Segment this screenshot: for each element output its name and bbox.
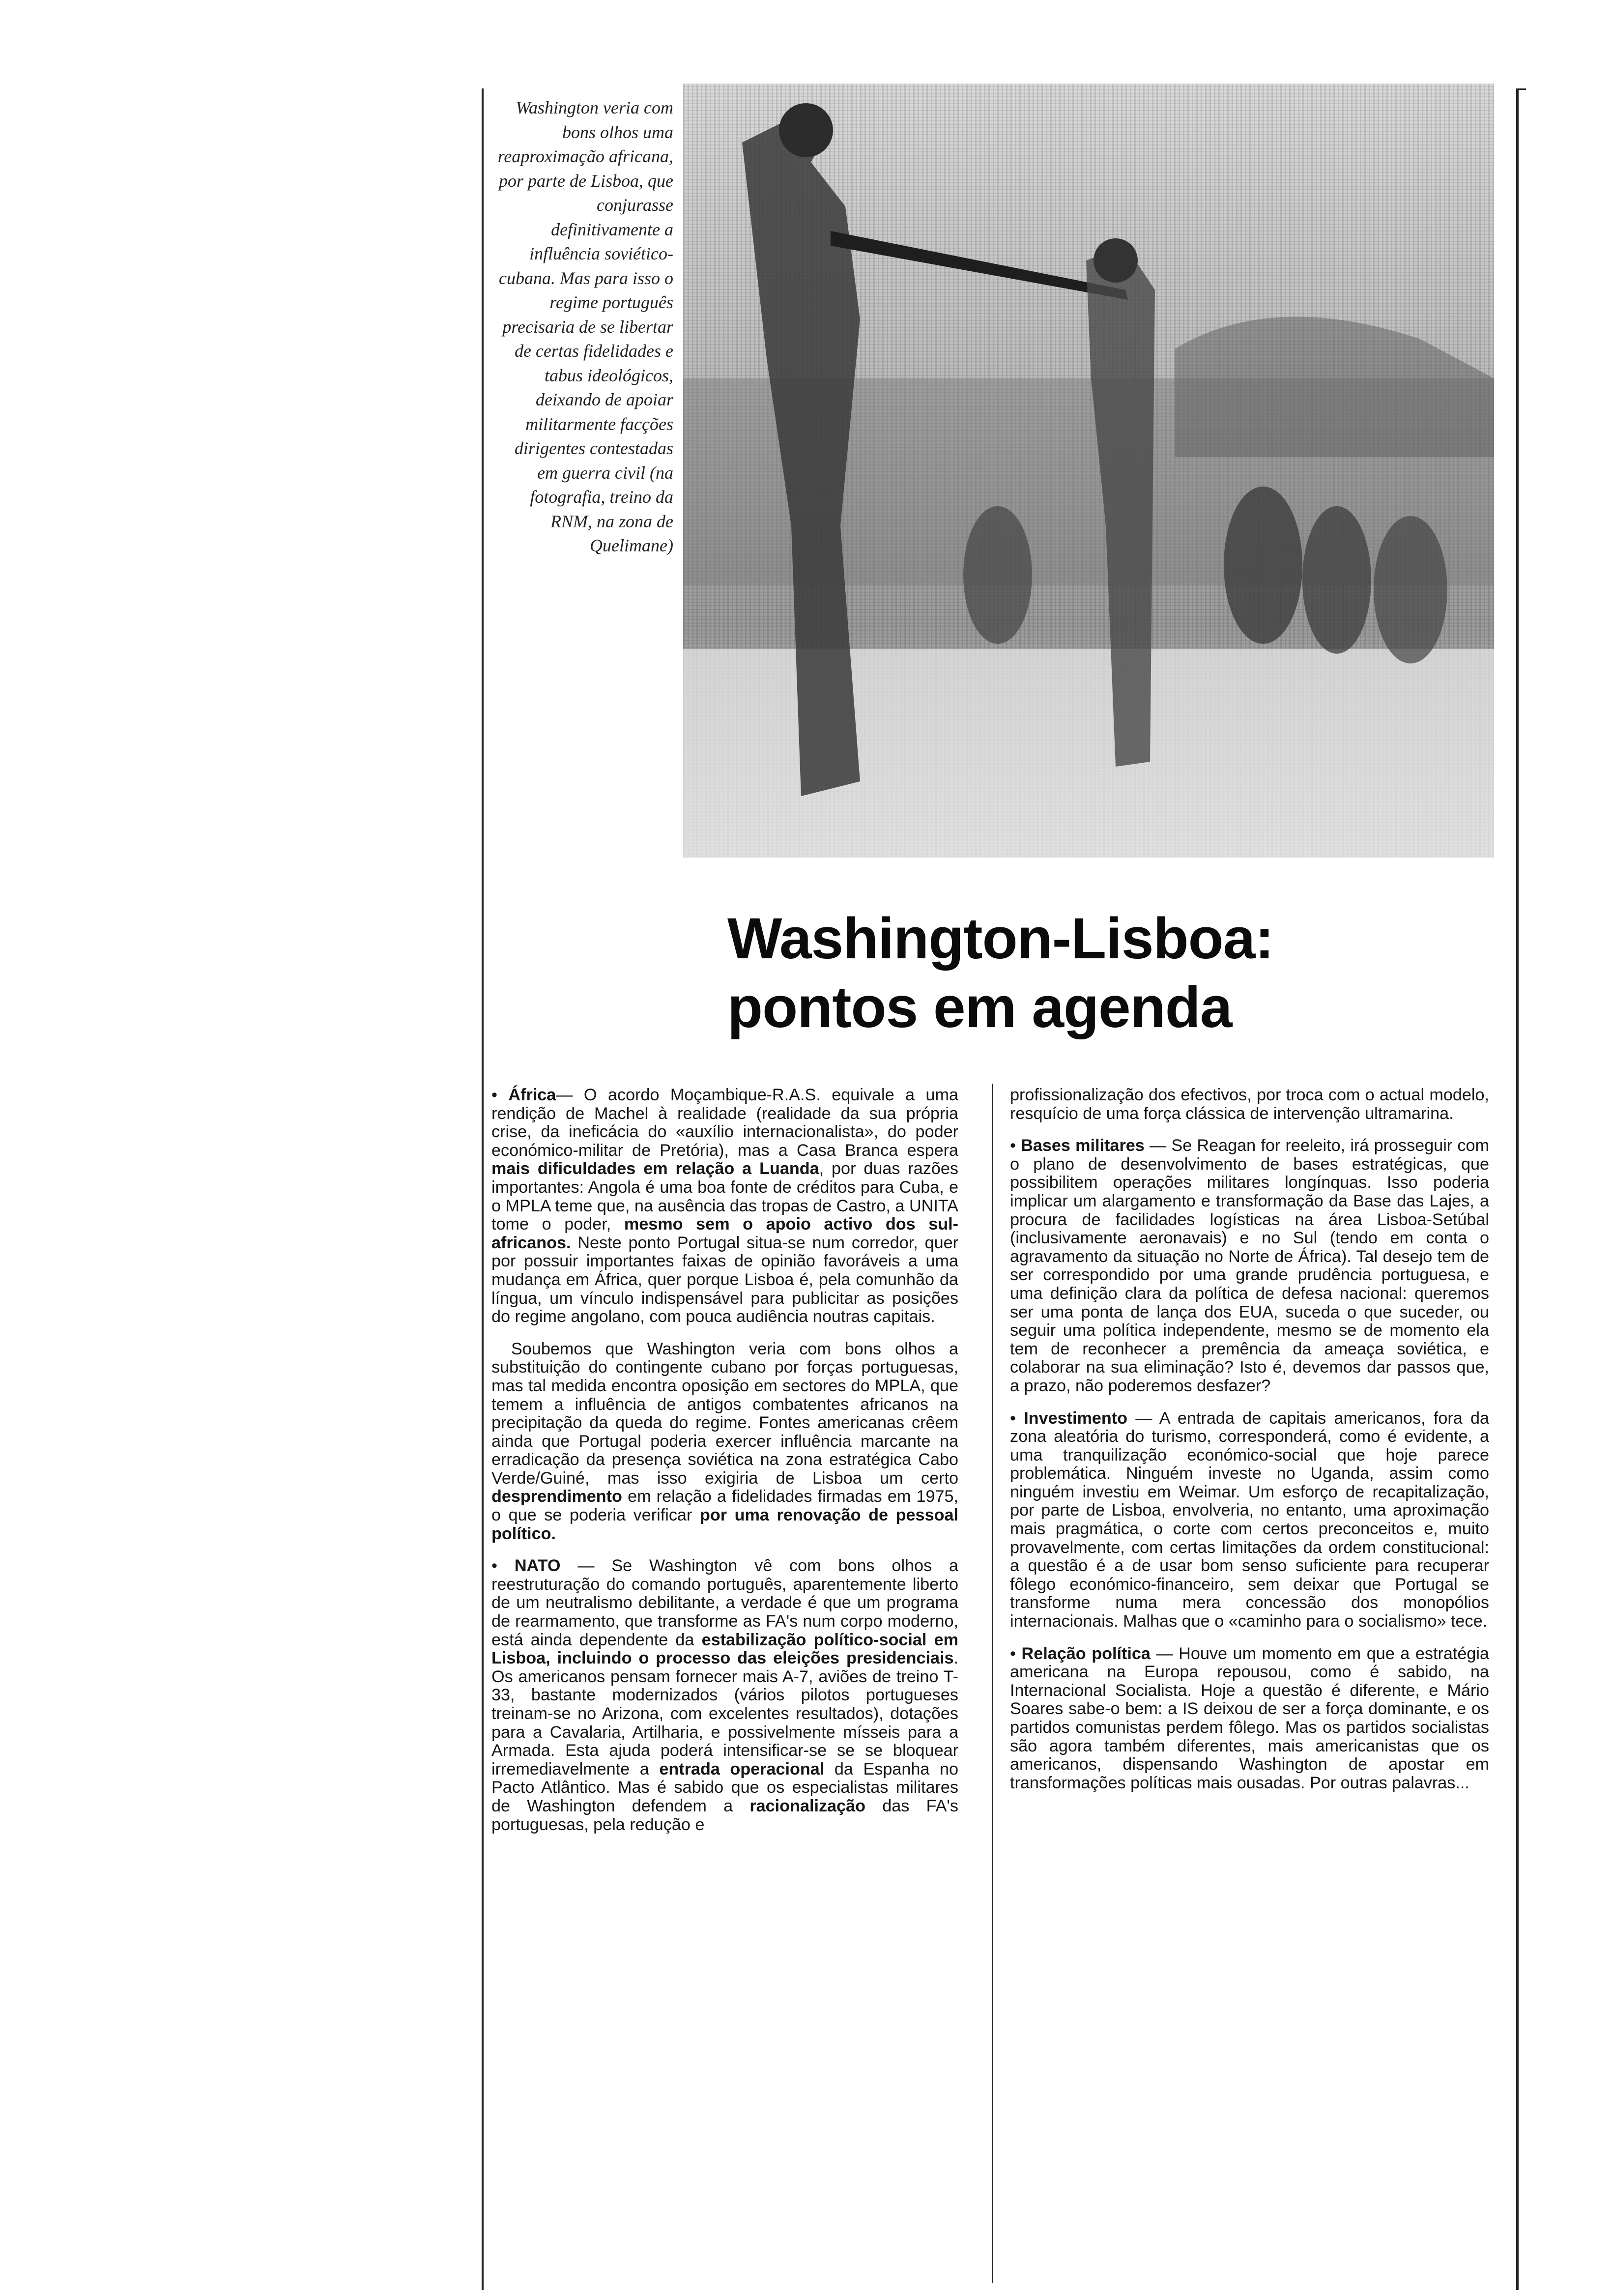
bases-bullet: • [1010,1136,1021,1155]
column-divider [992,1084,993,2283]
africa-label: África [508,1086,556,1104]
bases-text: — Se Reagan for reeleito, irá prosseguir com o plano de desenvolvimento de bases estratégicas, que possibilitem operações militares longínquas. Isso poderia implicar um alargamento e transformação da Base das Lajes, a procura de facilidades logísticas na área Lisboa-Setúbal (inclusivamente aeronavais) e no Sul (tendo em conta o agravamento da situação no Norte de África). Tal desejo tem de ser correspondido por uma grande prudência portuguesa, e uma definição clara da política de defesa nacional: queremos ser uma ponta de lança dos EUA, suceda o que suceder, ou seguir uma política independente, mesmo se de momento ela tem de reconhecer a premência da ameaça soviética, e colaborar na sua eliminação? Isto é, devemos dar passos que, a prazo, não poderemos desfazer? [1010,1136,1489,1395]
nato-text-4: das FA's portuguesas, pela redução e [491,1796,958,1834]
paragraph-bases [1010,1137,1489,1395]
headline-line-1: Washington-Lisboa: [727,906,1274,971]
soubemos-bold-2: por uma renovação de pessoal político. [491,1506,958,1543]
relacao-label: Relação política [1021,1644,1151,1663]
paragraph-investimento [1010,1409,1489,1631]
bases-label: Bases militares [1021,1136,1145,1155]
headline-line-2: pontos em agenda [727,975,1232,1040]
investimento-bullet: • [1010,1408,1024,1428]
nato-bullet: • [491,1556,515,1576]
soubemos-text-2: em relação a fidelidades firmadas em 1975, o que se poderia verificar [491,1487,958,1525]
left-margin-rule [482,88,484,2290]
africa-text-1: — O acordo Moçambique-R.A.S. equivale a uma rendição de Machel à realidade (realidade da sua própria crise, da ineficácia do «auxílio internacionalista», do poder económico-militar de Pretória), mas a Casa Branca espera [491,1086,958,1160]
paragraph-relacao [1010,1645,1489,1793]
article-headline [727,904,1366,1042]
nato-text-2: . Os americanos pensam fornecer mais A-7, aviões de treino T-33, bastante modernizados (vários pilotos portugueses treinam-se no Arizona, com excelentes resultados), dotações para a Cavalaria, Artilharia, e possivelmente mísseis para a Armada. Esta ajuda poderá intensificar-se se se bloquear irremediavelmente a [491,1649,958,1779]
investimento-text: — A entrada de capitais americanos, fora da zona aleatória do turismo, corresponderá, como é evidente, a uma tranquilização económico-social que hoje parece problemática. Ninguém investe no Uganda, assim como ninguém investiu em Weimar. Um esforço de recapitalização, por parte de Lisboa, envolveria, no entanto, uma aproximação mais pragmática, o corte com certos preconceitos e, muito provavelmente, com certas limitações da ordem constitucional: a questão é a de usar bom senso suficiente para recuperar fôlego económico-financeiro, sem deixar que Portugal se transforme numa mera concessão dos monopólios internacionais. Malhas que o «caminho para o socialismo» tece. [1010,1408,1490,1631]
photo-caption: Washington veria com bons olhos uma reaproximação africana, por parte de Lisboa, que conjurasse definitivamente a influência soviético-cubana. Mas para isso o regime português precisaria de se libertar de certas fidelidades e tabus ideológicos, deixando de apoiar militarmente facções dirigentes contestadas em guerra civil (na fotografia, treino da RNM, na zona de Quelimane) [497,98,673,555]
right-margin-rule [1516,88,1519,2290]
article-column-2 [1010,1086,1489,1806]
paragraph-africa [491,1086,958,1326]
nato-bold-2: entrada operacional [659,1759,825,1779]
relacao-text: — Houve um momento em que a estratégia americana na Europa repousou, como é sabido, na Internacional Socialista. Hoje a questão é diferente, e Mário Soares sabe-o bem: a IS deixou de ser a força dominante, e os partidos comunistas perdem fôlego. Mas os partidos socialistas são agora também diferentes, mais americanistas que os americanos, dispensando Washington de apostar em transformações políticas mais ousadas. Por outras palavras... [1010,1644,1490,1792]
paragraph-soubemos [491,1340,958,1544]
paragraph-continuation: profissionalização dos efectivos, por troca com o actual modelo, resquício de uma força clássica de intervenção ultramarina. [1010,1086,1489,1123]
article-column-1 [491,1086,958,1848]
news-photograph [683,84,1494,858]
africa-bullet: • [491,1086,509,1104]
investimento-label: Investimento [1024,1408,1128,1428]
nato-bold-1: estabilização político-social em Lisboa, incluindo o processo das eleições presidenciais [491,1630,958,1668]
soubemos-bold-1: desprendimento [491,1487,622,1506]
nato-label: NATO [514,1556,561,1576]
relacao-bullet: • [1010,1644,1022,1663]
photo-silhouettes [683,84,1494,858]
africa-bold-1: mais dificuldades em relação a Luanda [491,1159,819,1178]
nato-text-1: — Se Washington vê com bons olhos a reestruturação do comando português, aparentemente liberto de um neutralismo debilitante, a verdade é que um programa de rearmamento, que transforme as FA's num corpo moderno, está ainda dependente da [491,1556,959,1649]
africa-text-2: , por duas razões importantes: Angola é uma boa fonte de créditos para Cuba, e o MPLA teme que, na ausência das tropas de Castro, a UNITA tome o poder, [491,1159,959,1234]
paragraph-nato [491,1557,958,1834]
nato-text-3: da Espanha no Pacto Atlântico. Mas é sabido que os especialistas militares de Washington defendem a [491,1759,958,1815]
nato-bold-3: racionalização [749,1796,865,1815]
right-margin-tick [1516,88,1526,90]
africa-text-3: Neste ponto Portugal situa-se num corredor, quer por possuir importantes faixas de opinião favoráveis a uma mudança em África, quer porque Lisboa é, pela comunhão da língua, um vínculo indispensável para publicitar as posições do regime angolano, com pouca audiência noutras capitais. [491,1233,958,1326]
soubemos-text-1: Soubemos que Washington veria com bons olhos a substituição do contingente cubano por forças portuguesas, mas tal medida encontra oposição em sectores do MPLA, que temem a influência de antigos combatentes africanos na precipitação da queda do regime. Fontes americanas crêem ainda que Portugal poderia exercer influência marcante na erradicação da presença soviética na zona estratégica Cabo Verde/Guiné, mas isso exigiria de Lisboa um certo [491,1339,958,1488]
africa-bold-2: mesmo sem o apoio activo dos sul-africanos. [491,1215,958,1252]
